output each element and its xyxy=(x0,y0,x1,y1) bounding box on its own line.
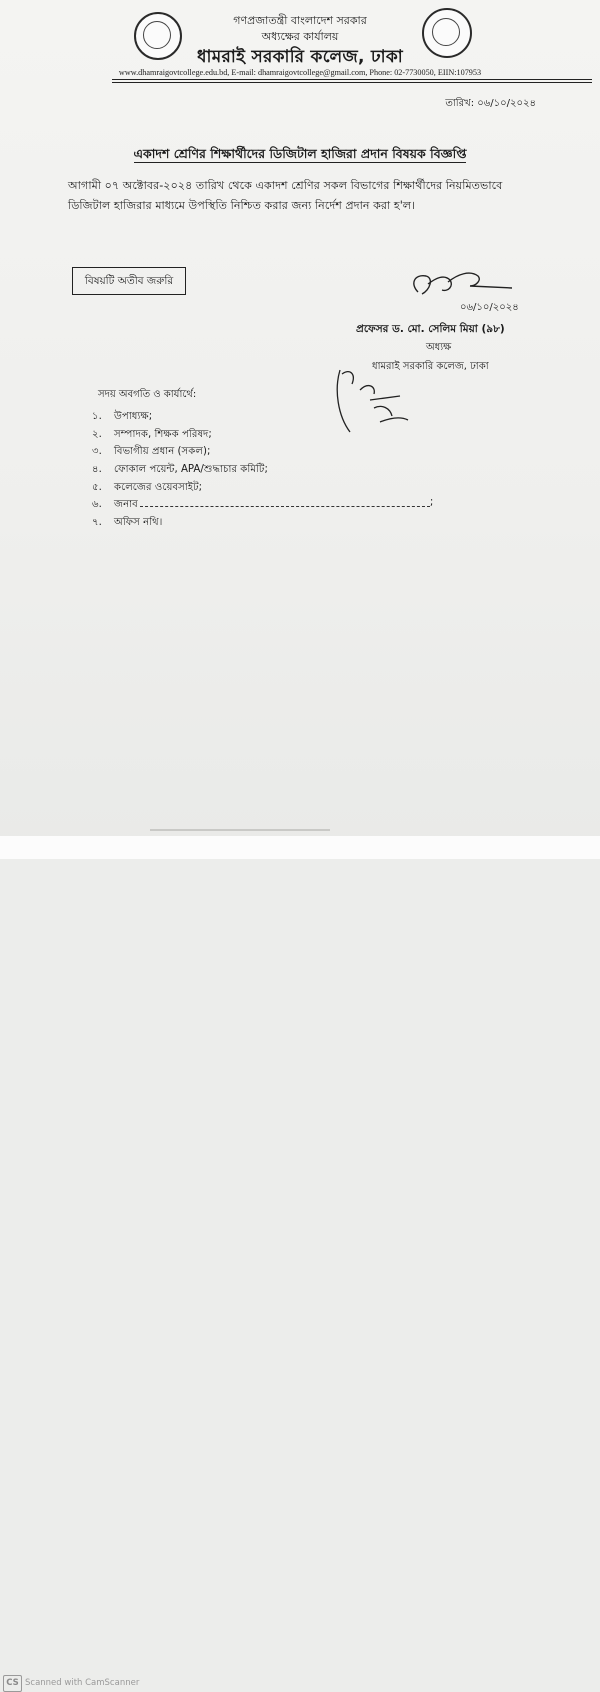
header-divider xyxy=(112,79,592,80)
copy-to-heading: সদয় অবগতি ও কার্যার্থে: xyxy=(98,389,197,400)
list-item: ১. উপাধ্যক্ষ; xyxy=(92,411,153,422)
blank-fill-line xyxy=(140,497,430,507)
contact-info: www.dhamraigovtcollege.edu.bd, E-mail: dhamraigovtcollege@gmail.com, Phone: 02-7730050, EIIN:107953 xyxy=(118,68,482,77)
header-divider-secondary xyxy=(112,82,592,83)
list-item: ৭. অফিস নথি। xyxy=(92,517,163,529)
handwritten-signature-icon xyxy=(404,264,544,316)
notice-date: তারিখ: ০৬/১০/২০২৪ xyxy=(445,98,536,109)
list-item: ৬. জনাব ; xyxy=(92,497,434,511)
scanner-watermark-bar xyxy=(0,836,600,1688)
notice-body-line-1: আগামী ০৭ অক্টোবর-২০২৪ তারিখ থেকে একাদশ শ্রেণির সকল বিভাগের শিক্ষার্থীদের নিয়মিতভাবে xyxy=(68,179,503,192)
signatory-title: অধ্যক্ষ xyxy=(426,342,452,353)
list-item: ২. সম্পাদক, শিক্ষক পরিষদ; xyxy=(92,428,212,440)
camscanner-logo-icon: CS xyxy=(3,1675,22,1692)
signatory-name: প্রফেসর ড. মো. সেলিম মিয়া (৯৮) xyxy=(356,323,505,335)
copy-to-list xyxy=(92,409,433,533)
handwritten-date: ০৬/১০/২০২৪ xyxy=(460,302,519,313)
signatory-college: ধামরাই সরকারি কলেজ, ঢাকা xyxy=(372,361,489,372)
faint-scan-artifact xyxy=(150,829,330,831)
scanner-watermark-text: Scanned with CamScanner xyxy=(25,1678,140,1688)
government-name: গণপ্রজাতন্ত্রী বাংলাদেশ সরকার xyxy=(233,14,367,27)
list-item: ৫. কলেজের ওয়েবসাইট; xyxy=(92,481,203,493)
notice-body-line-2: ডিজিটাল হাজিরার মাধ্যমে উপস্থিতি নিশ্চিত করার জন্য নির্দেশ প্রদান করা হ'ল। xyxy=(68,199,416,212)
list-item: ৪. ফোকাল পয়েন্ট, APA/শুদ্ধাচার কমিটি; xyxy=(92,464,268,476)
list-item: ৩. বিভাগীয় প্রধান (সকল); xyxy=(92,446,211,458)
subject-text: একাদশ শ্রেণির শিক্ষার্থীদের ডিজিটাল হাজিরা প্রদান বিষয়ক বিজ্ঞপ্তি xyxy=(133,146,467,161)
notice-subject xyxy=(0,146,600,166)
urgent-box: বিষয়টি অতীব জরুরি xyxy=(72,267,186,295)
office-name: অধ্যক্ষের কার্যালয় xyxy=(261,30,339,43)
college-title: ধামরাই সরকারি কলেজ, ঢাকা xyxy=(197,47,403,67)
